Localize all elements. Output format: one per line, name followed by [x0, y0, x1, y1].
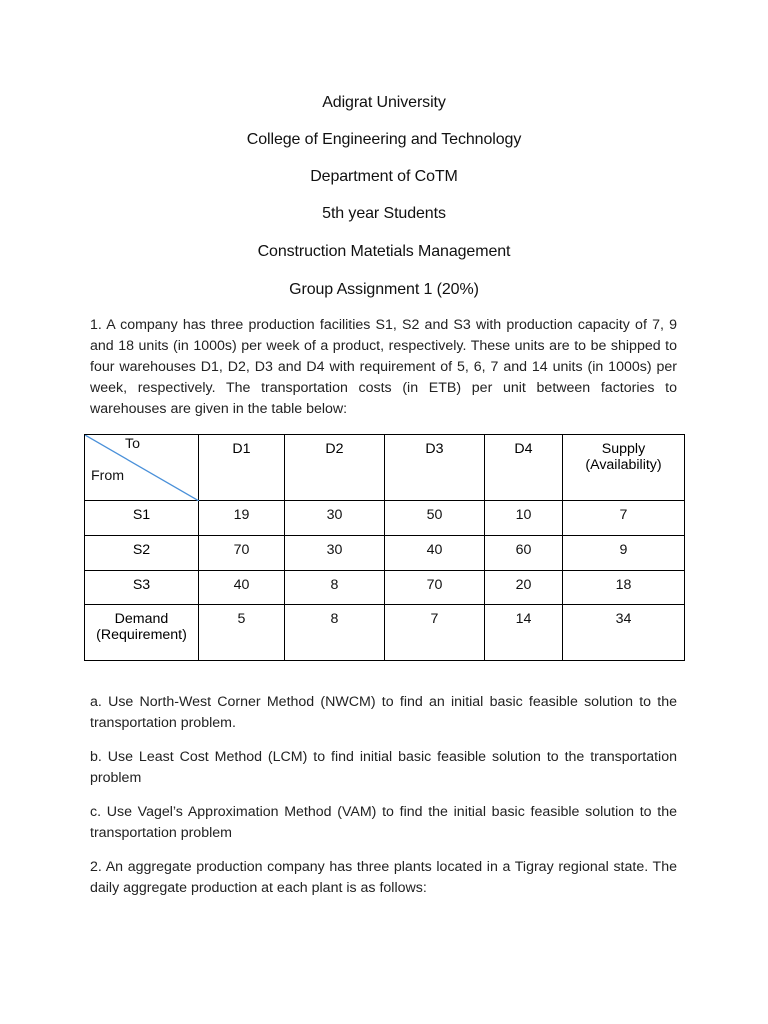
table-cell: 50 [385, 501, 485, 536]
row-label-demand [85, 605, 199, 661]
table-row [85, 501, 685, 536]
table-cell: 70 [199, 536, 285, 571]
part-a-text: a. Use North-West Corner Method (NWCM) to find an initial basic feasible solution to the transportation problem. [90, 694, 677, 731]
column-header-d4: D4 [485, 435, 563, 501]
table-row [85, 536, 685, 571]
column-header-supply [563, 435, 685, 501]
college-title: College of Engineering and Technology [246, 131, 522, 148]
table-cell: 40 [385, 536, 485, 571]
corner-to-label: To [125, 436, 140, 452]
corner-from-label: From [91, 468, 125, 484]
table-header-row [85, 435, 685, 501]
row-label-s2: S2 [85, 536, 199, 571]
table-cell: 30 [285, 501, 385, 536]
year-title: 5th year Students [322, 205, 446, 222]
column-header-d1: D1 [199, 435, 285, 501]
part-c-text: c. Use Vagel’s Approximation Method (VAM) to find the initial basic feasible solution to the transportation problem [90, 804, 677, 841]
supply-cell: 7 [563, 501, 685, 536]
question-2-text: 2. An aggregate production company has three plants located in a Tigray regional state. The daily aggregate production at each plant is as follows: [90, 859, 677, 896]
supply-cell: 9 [563, 536, 685, 571]
table-cell: 70 [385, 571, 485, 605]
corner-cell [85, 435, 199, 501]
supply-header-line2: (Availability) [585, 457, 662, 473]
table-cell: 8 [285, 571, 385, 605]
table-cell: 60 [485, 536, 563, 571]
demand-cell: 7 [385, 605, 485, 661]
department-title: Department of CoTM [310, 168, 458, 185]
demand-cell: 14 [485, 605, 563, 661]
supply-cell: 18 [563, 571, 685, 605]
demand-cell: 5 [199, 605, 285, 661]
table-cell: 19 [199, 501, 285, 536]
demand-cell: 8 [285, 605, 385, 661]
table-cell: 40 [199, 571, 285, 605]
table-cell: 10 [485, 501, 563, 536]
table-cell: 20 [485, 571, 563, 605]
assignment-title: Group Assignment 1 (20%) [289, 281, 479, 298]
table-row [85, 571, 685, 605]
table-cell: 30 [285, 536, 385, 571]
demand-label-line2: (Requirement) [96, 627, 187, 643]
part-b-text: b. Use Least Cost Method (LCM) to find initial basic feasible solution to the transportation problem [90, 749, 677, 786]
demand-row [85, 605, 685, 661]
transportation-cost-table [84, 434, 685, 661]
course-title: Construction Matetials Management [257, 243, 511, 260]
university-title: Adigrat University [322, 94, 446, 111]
demand-label-line1: Demand [114, 611, 169, 627]
total-cell: 34 [563, 605, 685, 661]
question-1-text: 1. A company has three production facilities S1, S2 and S3 with production capacity of 7, 9 and 18 units (in 1000s) per week of a product, respectively. These units are to be shipped to four warehouses D1, D2, D3 and D4 with requirement of 5, 6, 7 and 14 units (in 1000s) per week, respectively. The transportation costs (in ETB) per unit between factories to warehouses are given in the table below: [90, 317, 677, 417]
row-label-s1: S1 [85, 501, 199, 536]
row-label-s3: S3 [85, 571, 199, 605]
column-header-d2: D2 [285, 435, 385, 501]
supply-header-line1: Supply [601, 441, 646, 457]
column-header-d3: D3 [385, 435, 485, 501]
